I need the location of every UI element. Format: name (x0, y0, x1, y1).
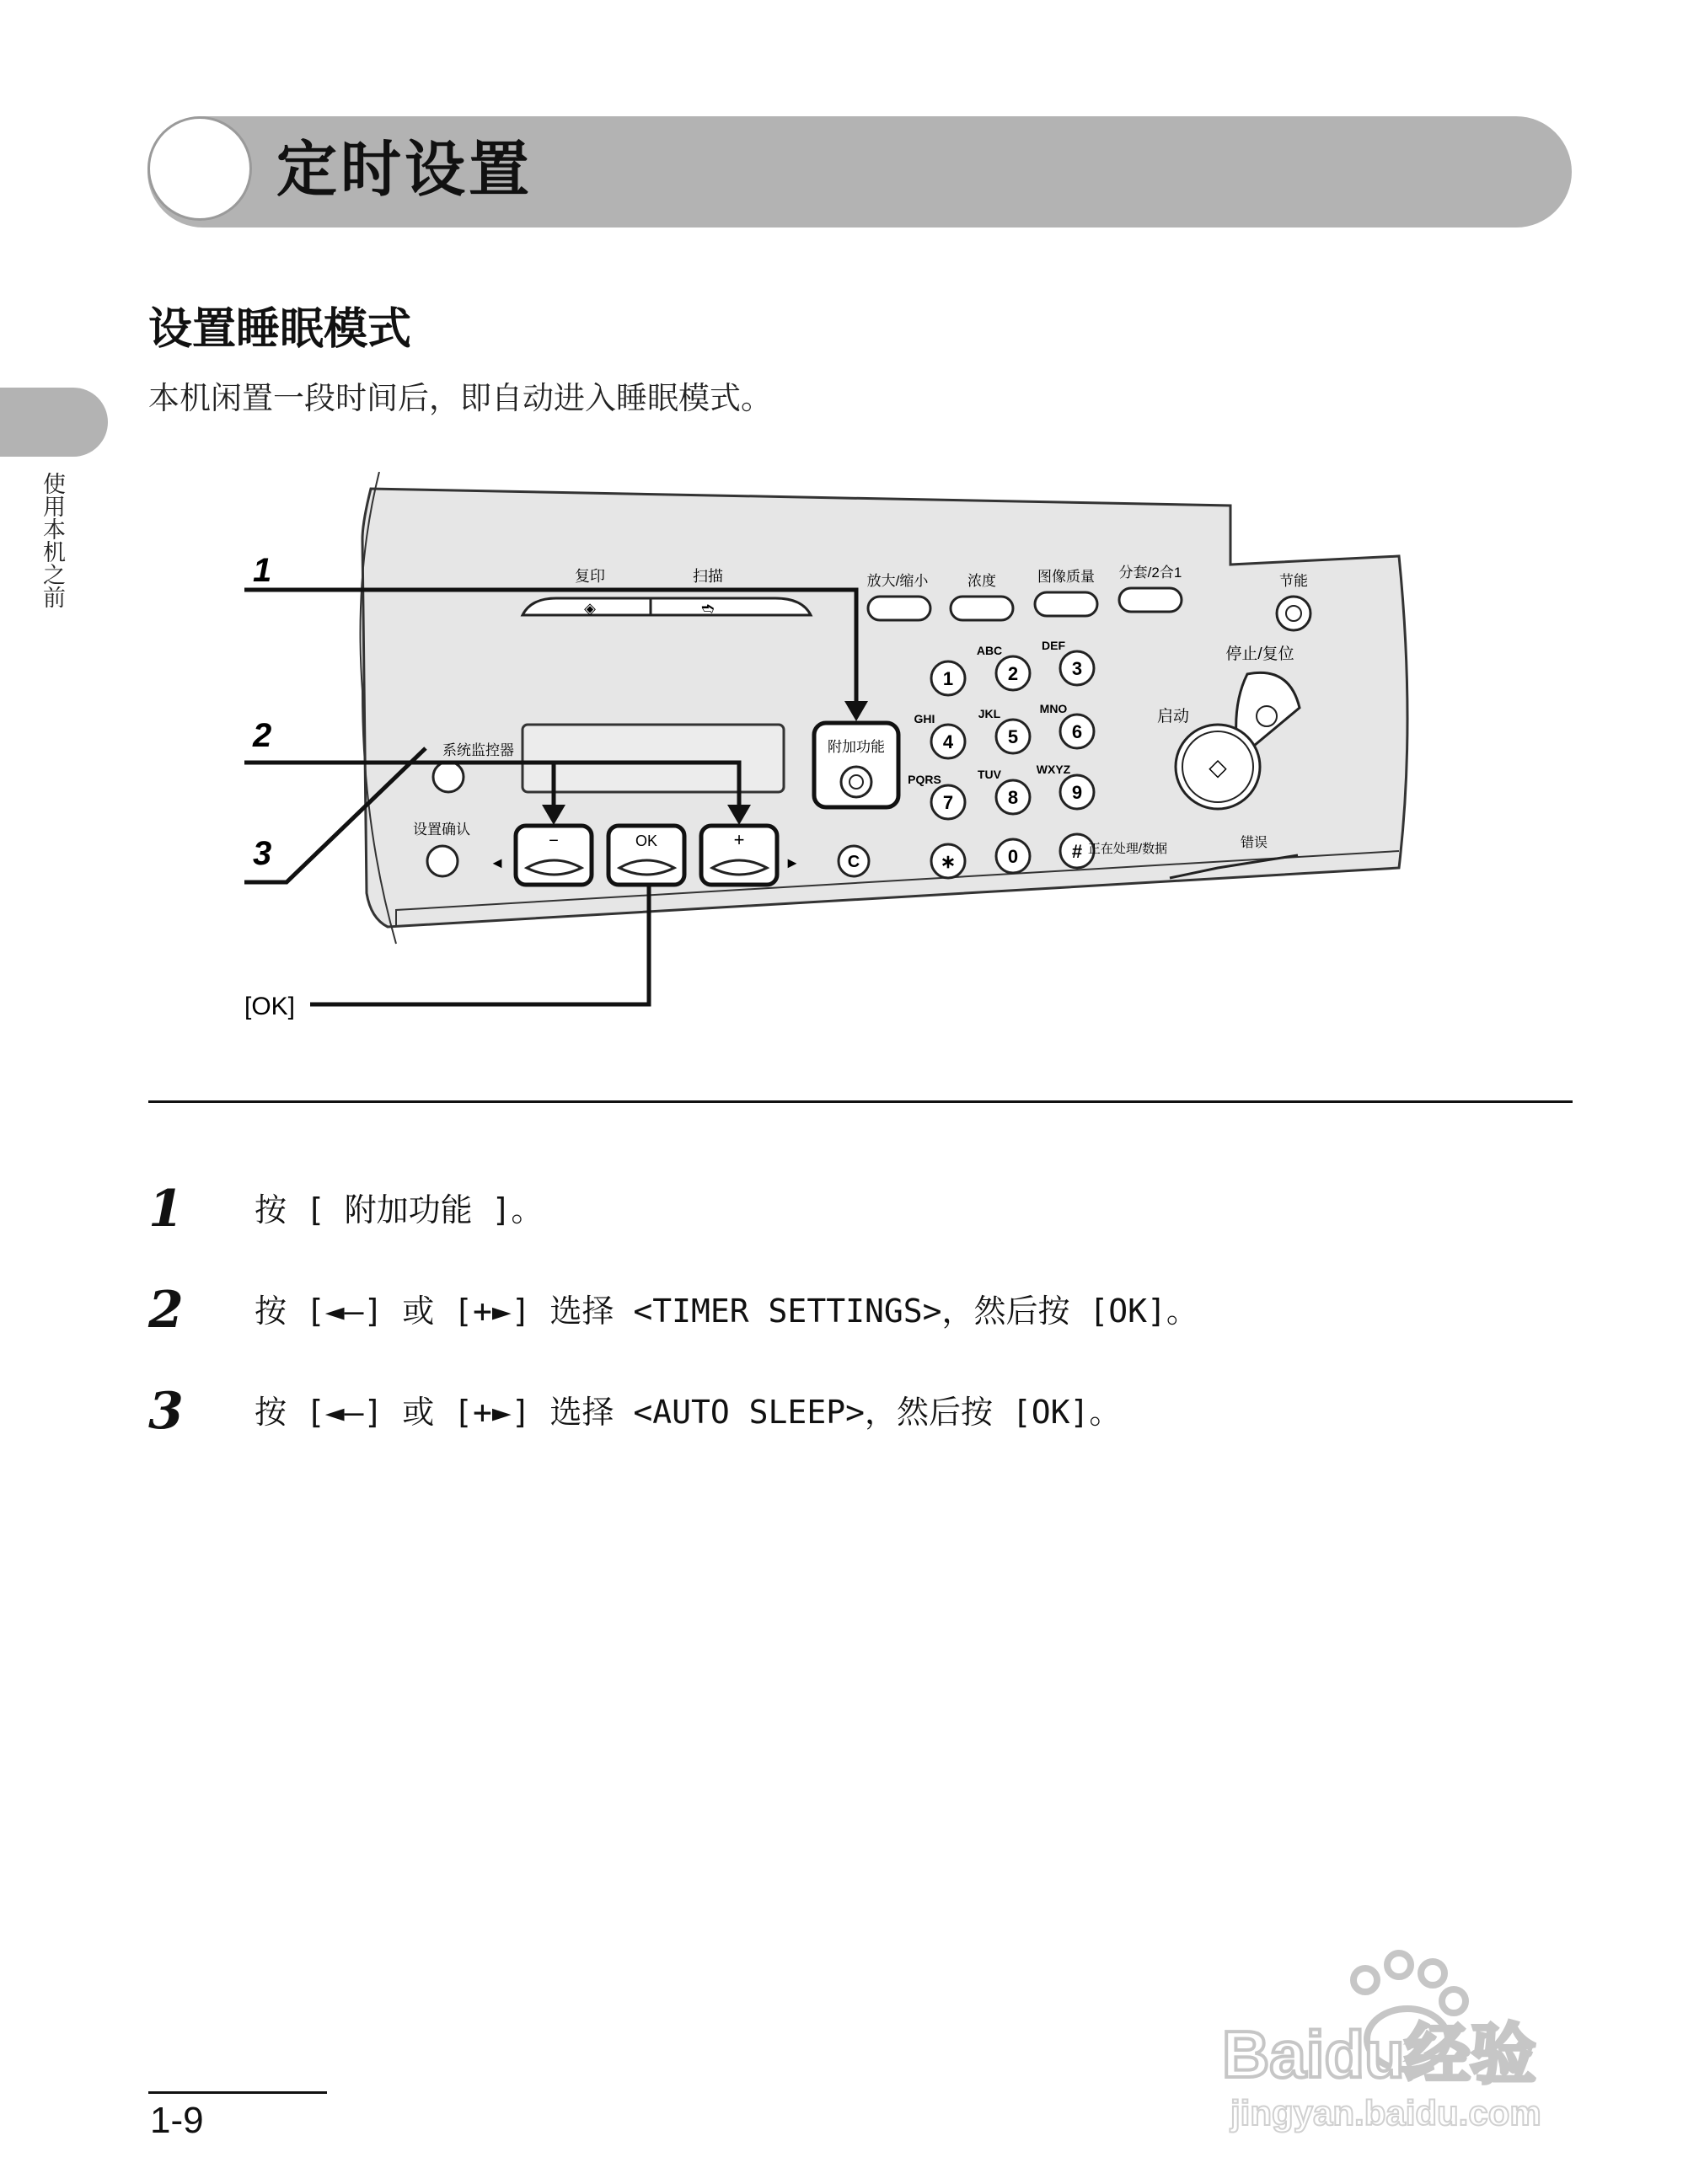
keypad-key-label: 7 (942, 792, 954, 813)
step-3 (148, 1382, 1581, 1449)
keypad-key-label: # (1071, 841, 1083, 862)
keypad-key-label: ∗ (940, 851, 957, 872)
page-number-rule (148, 2091, 327, 2094)
keypad-key-letters: ABC (976, 644, 1003, 657)
keypad-key-label: 9 (1071, 782, 1083, 803)
watermark-brand: Baidu经验 (1222, 2017, 1536, 2091)
label-copy: 复印 (575, 568, 605, 585)
label-system-monitor: 系统监控器 (442, 742, 514, 758)
callout-2: 2 (253, 717, 272, 754)
system-monitor-button (433, 762, 464, 792)
page-number: 1-9 (150, 2100, 204, 2141)
label-scan: 扫描 (693, 568, 723, 585)
additional-functions-button (841, 767, 871, 797)
energy-saver-button (1277, 597, 1310, 630)
callout-3: 3 (253, 835, 272, 872)
section-heading: 设置睡眠模式 (148, 304, 412, 355)
keypad-key-letters: DEF (1042, 639, 1065, 652)
label-processing-data: 正在处理/数据 (1087, 842, 1168, 856)
step-number: 3 (148, 1382, 184, 1441)
operation-panel-diagram (236, 472, 1450, 1028)
intro-paragraph: 本机闲置一段时间后，即自动进入睡眠模式。 (148, 380, 772, 416)
step-2 (148, 1281, 1581, 1348)
keypad-key-label: 4 (942, 731, 954, 752)
label-image-quality: 图像质量 (1037, 569, 1095, 585)
keypad-key-label: 5 (1007, 726, 1019, 747)
label-set-confirm: 设置确认 (413, 822, 470, 838)
keypad-key-letters: TUV (978, 768, 1001, 781)
label-zoom: 放大/缩小 (866, 573, 929, 589)
keypad-key-letters: MNO (1039, 702, 1068, 715)
scan-icon: ➬ (701, 600, 715, 617)
callout-1: 1 (253, 552, 272, 589)
label-additional-functions: 附加功能 (828, 739, 885, 755)
set-confirm-button (427, 846, 458, 876)
keypad-key-label: 2 (1007, 663, 1019, 684)
step-text: 按 [ 附加功能 ]。 (255, 1191, 544, 1228)
page-title: 定时设置 (276, 134, 533, 205)
label-clear: C (847, 853, 860, 871)
collate-button (1119, 588, 1182, 612)
title-circle-decoration (150, 119, 249, 218)
image-quality-button (1035, 592, 1097, 616)
label-ok: OK (635, 832, 658, 849)
density-button (951, 597, 1013, 620)
copy-scan-button (523, 598, 811, 615)
keypad-key-letters: PQRS (908, 773, 941, 786)
label-energy-saver: 节能 (1279, 573, 1308, 589)
section-divider (148, 1100, 1573, 1103)
label-plus: + (733, 829, 745, 850)
lcd-display (523, 725, 784, 792)
copy-icon: ◈ (584, 600, 596, 617)
label-minus: − (549, 832, 559, 850)
label-collate: 分套/2合1 (1118, 565, 1182, 581)
label-density: 浓度 (967, 573, 996, 589)
baidu-watermark (1197, 1938, 1635, 2140)
start-icon: ◇ (1209, 754, 1227, 780)
step-number: 2 (148, 1281, 184, 1340)
keypad-key-label: 1 (942, 668, 954, 689)
chapter-tab-label: 使用本机之前 (39, 472, 65, 608)
keypad-key-letters: JKL (978, 707, 1001, 720)
label-error: 错误 (1240, 836, 1268, 850)
step-1 (148, 1180, 1581, 1247)
zoom-button (868, 597, 930, 620)
step-text: 按 [◄—] 或 [+►] 选择 <AUTO SLEEP>，然后按 [OK]。 (255, 1394, 1122, 1431)
left-arrow-icon: ◄ (490, 854, 505, 871)
keypad-key-letters: WXYZ (1036, 763, 1071, 776)
chapter-tab (0, 388, 108, 457)
ok-callout-label: [OK] (244, 993, 296, 1020)
step-text: 按 [◄—] 或 [+►] 选择 <TIMER SETTINGS>，然后按 [OK]。 (255, 1293, 1198, 1330)
keypad-key-letters: GHI (914, 712, 935, 725)
watermark-url: jingyan.baidu.com (1230, 2093, 1541, 2133)
keypad-key-label: 6 (1071, 721, 1083, 742)
keypad-key-label: 3 (1071, 658, 1083, 679)
label-start: 启动 (1156, 708, 1190, 725)
keypad-key-label: 0 (1007, 846, 1019, 867)
keypad-key-label: 8 (1007, 787, 1019, 808)
step-number: 1 (148, 1180, 184, 1239)
right-arrow-icon: ► (785, 854, 800, 871)
label-stop-reset: 停止/复位 (1225, 645, 1294, 663)
